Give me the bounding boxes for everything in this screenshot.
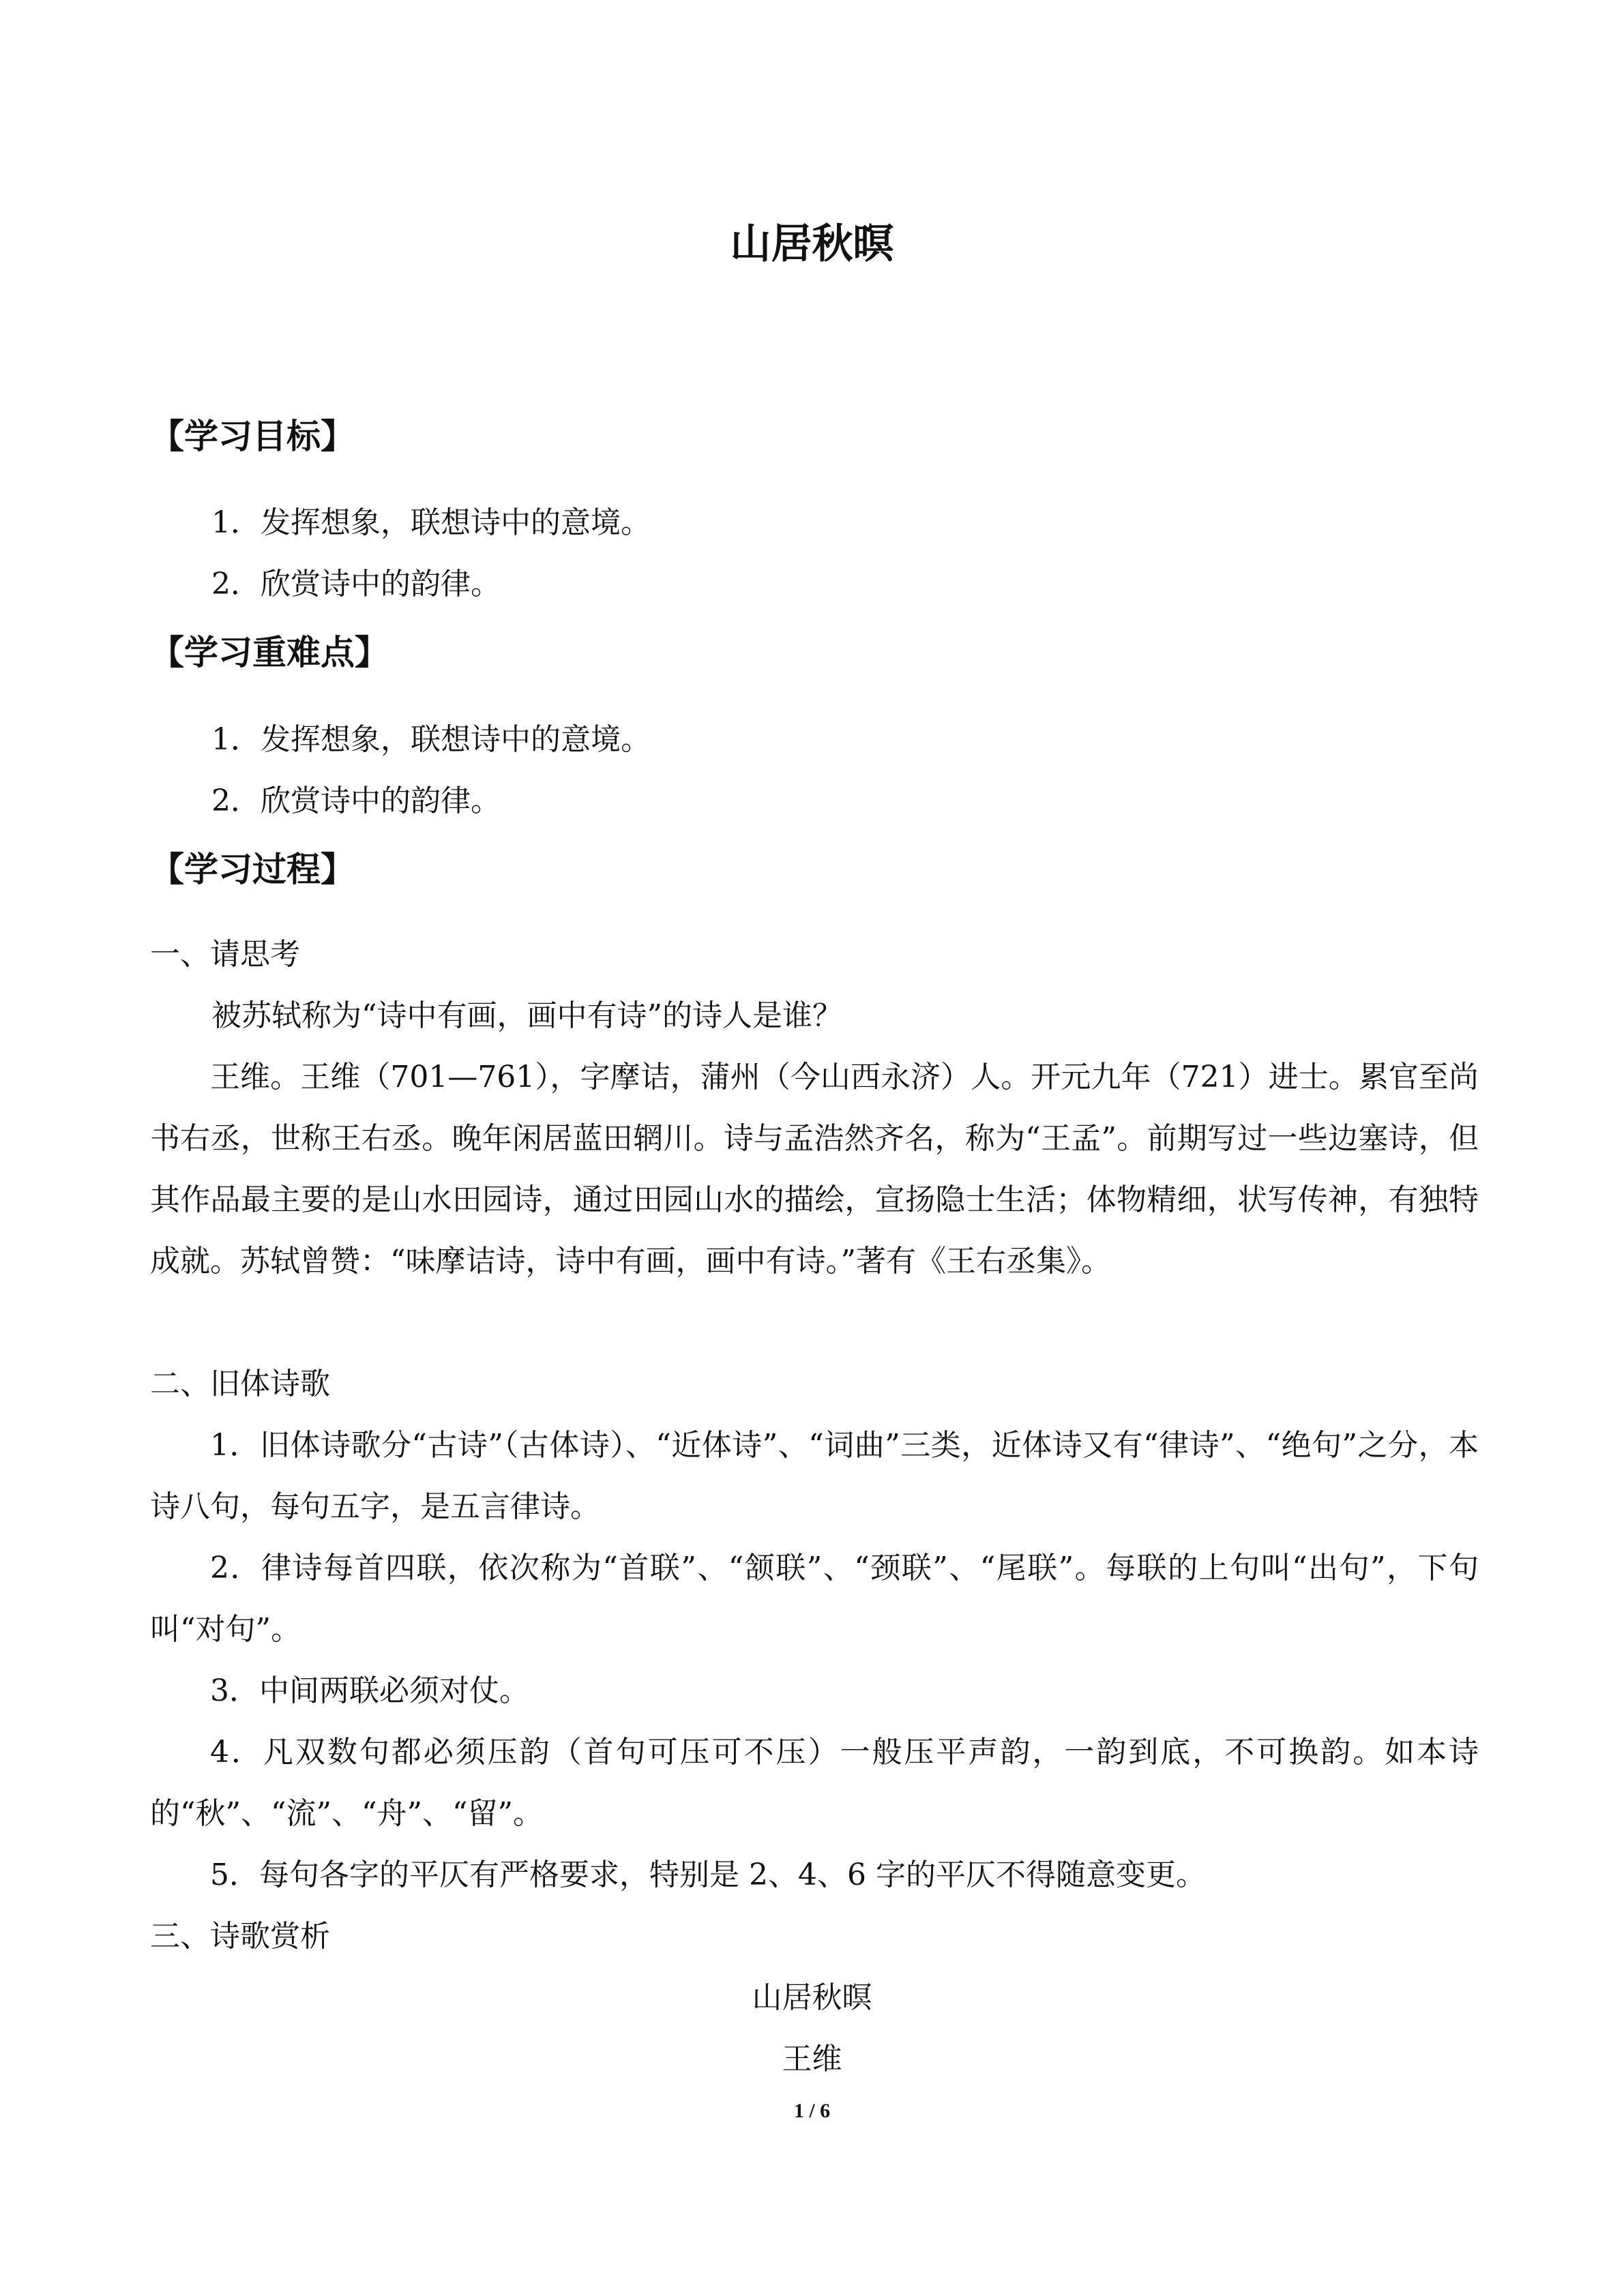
part2-item-3: 3．中间两联必须对仗。 <box>210 1673 529 1708</box>
part2-item-5: 5．每句各字的平仄有严格要求，特别是 2、4、6 字的平仄不得随意变更。 <box>210 1858 1206 1892</box>
poem-title: 山居秋暝 <box>752 1980 872 2015</box>
objective-item-2: 2．欣赏诗中的韵律。 <box>211 567 501 601</box>
part2-item-2: 2．律诗每首四联，依次称为“首联”、“颔联”、“颈联”、“尾联”。每联的上句叫“出句”，下句叫“对句”。 <box>150 1551 1479 1647</box>
part1-answer: 王维。王维（701—761），字摩诘，蒲州（今山西永济）人。开元九年（721）进士。累官至尚书右丞，世称王右丞。晚年闲居蓝田辋川。诗与孟浩然齐名，称为“王孟”。前期写过一些边塞诗，但其作品最主要的是山水田园诗，通过田园山水的描绘，宣扬隐士生活；体物精细，状写传神，有独特成就。苏轼曾赞：“味摩诘诗，诗中有画，画中有诗。”著有《王右丞集》。 <box>150 1060 1479 1279</box>
part2-item-4: 4．凡双数句都必须压韵（首句可压可不压）一般压平声韵，一韵到底，不可换韵。如本诗的“秋”、“流”、“舟”、“留”。 <box>150 1735 1479 1831</box>
part3-label: 三、诗歌赏析 <box>150 1919 330 1954</box>
key-point-item-1: 1．发挥想象，联想诗中的意境。 <box>211 722 651 757</box>
poem-author: 王维 <box>782 2042 842 2076</box>
key-point-item-2: 2．欣赏诗中的韵律。 <box>211 784 501 818</box>
document-title: 山居秋暝 <box>730 220 894 268</box>
objective-item-1: 1．发挥想象，联想诗中的意境。 <box>211 505 651 540</box>
part2-item-1: 1．旧体诗歌分“古诗”（古体诗）、“近体诗”、“词曲”三类，近体诗又有“律诗”、“绝句”之分，本诗八句，每句五字，是五言律诗。 <box>150 1428 1479 1524</box>
part2-label: 二、旧体诗歌 <box>150 1367 330 1401</box>
process-heading: 【学习过程】 <box>150 850 355 889</box>
objectives-heading: 【学习目标】 <box>150 417 355 456</box>
key-points-heading: 【学习重难点】 <box>150 633 389 672</box>
page-number: 1 / 6 <box>793 2100 831 2122</box>
part1-question: 被苏轼称为“诗中有画，画中有诗”的诗人是谁？ <box>211 998 842 1033</box>
part1-label: 一、请思考 <box>150 937 300 972</box>
